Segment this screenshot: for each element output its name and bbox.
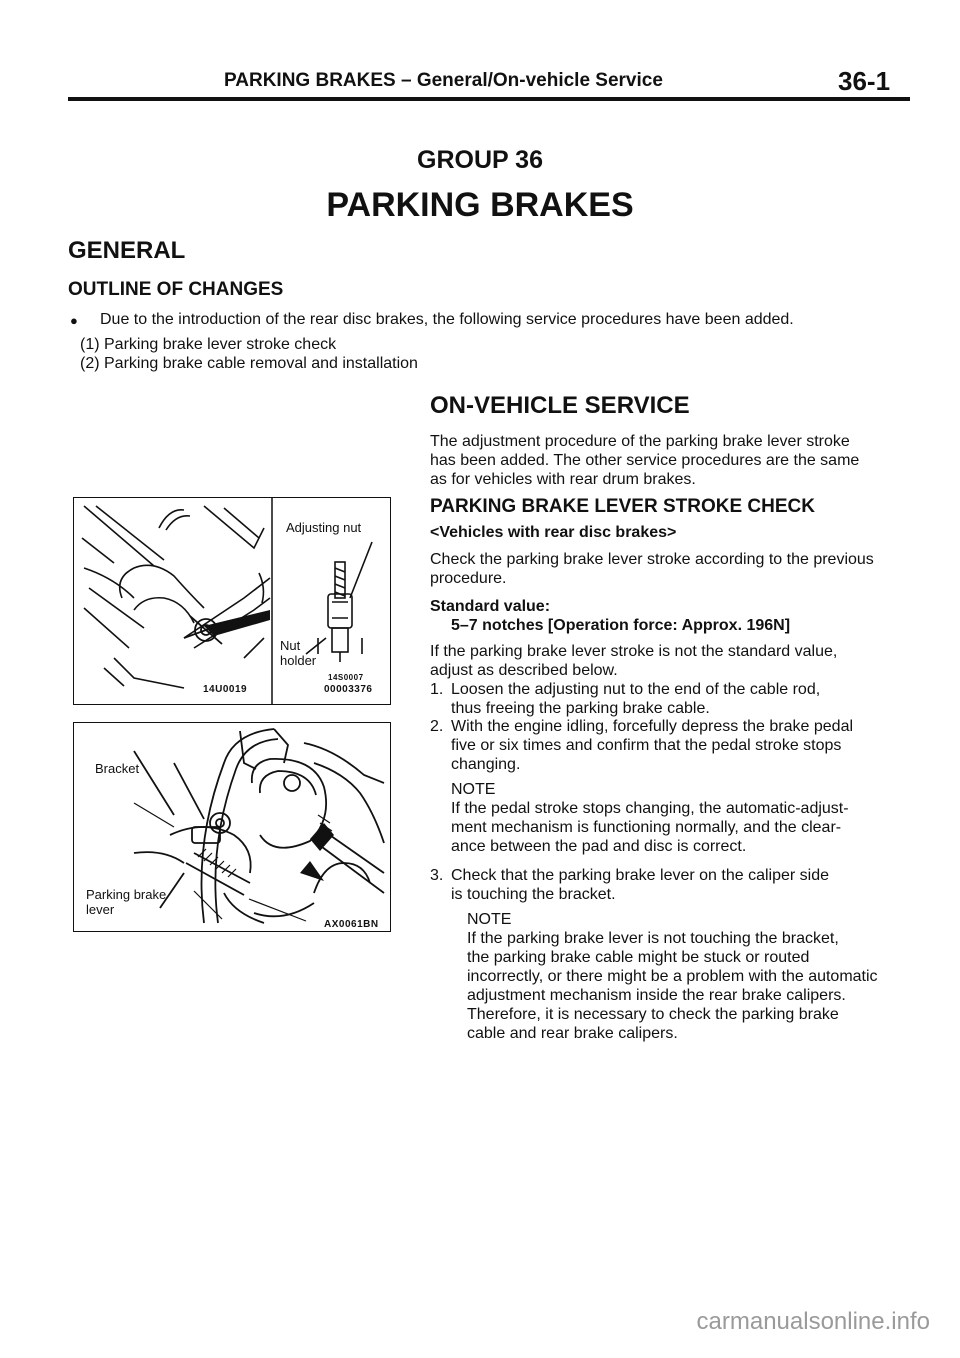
check-line-1: Check the parking brake lever stroke according to the previous <box>430 551 874 568</box>
step-2-text <box>451 717 910 774</box>
if-paragraph <box>430 642 910 680</box>
note-2-line-1: If the parking brake lever is not touching the bracket, <box>467 930 839 947</box>
step-1-line-1: Loosen the adjusting nut to the end of the cable rod, <box>451 681 821 698</box>
intro-line-1: The adjustment procedure of the parking brake lever stroke <box>430 433 850 450</box>
label-adjusting-nut: Adjusting nut <box>286 520 362 535</box>
step-3-line-2: is touching the bracket. <box>451 886 616 903</box>
check-paragraph <box>430 550 910 588</box>
note-1-label: NOTE <box>451 781 496 798</box>
step-3-text <box>451 866 910 904</box>
watermark: carmanualsonline.info <box>696 1308 930 1335</box>
note-1-line-2: ment mechanism is functioning normally, and the clear- <box>451 819 842 836</box>
figure-code-right-2: 00003376 <box>324 684 373 695</box>
label-parking-brake-lever-1: Parking brake <box>86 887 167 902</box>
intro-line-2: has been added. The other service procedures are the same <box>430 452 860 469</box>
running-header-title: PARKING BRAKES – General/On-vehicle Service <box>224 70 663 91</box>
step-2-line-3: changing. <box>451 756 521 773</box>
step-2-line-1: With the engine idling, forcefully depress the brake pedal <box>451 718 854 735</box>
step-1-text <box>451 680 910 718</box>
group-number: GROUP 36 <box>417 146 543 174</box>
label-nut-holder-1: Nut <box>280 638 301 653</box>
note-2-line-4: adjustment mechanism inside the rear brake calipers. <box>467 987 846 1004</box>
if-line-2: adjust as described below. <box>430 662 618 679</box>
step-3-number: 3. <box>430 867 444 884</box>
outline-heading: OUTLINE OF CHANGES <box>68 279 284 300</box>
standard-value: 5–7 notches [Operation force: Approx. 196N] <box>451 617 791 634</box>
stroke-check-heading: PARKING BRAKE LEVER STROKE CHECK <box>430 496 815 517</box>
figure-code-left: 14U0019 <box>203 684 248 695</box>
label-parking-brake-lever-2: lever <box>86 902 115 917</box>
label-bracket: Bracket <box>95 761 140 776</box>
vehicle-note: <Vehicles with rear disc brakes> <box>430 524 677 541</box>
note-1-line-3: ance between the pad and disc is correct. <box>451 838 747 855</box>
check-line-2: procedure. <box>430 570 507 587</box>
step-1-line-2: thus freeing the parking brake cable. <box>451 700 710 717</box>
note-1-line-1: If the pedal stroke stops changing, the automatic-adjust- <box>451 800 849 817</box>
intro-line-3: as for vehicles with rear drum brakes. <box>430 471 696 488</box>
outline-item-1: (1) Parking brake lever stroke check <box>80 336 337 353</box>
if-line-1: If the parking brake lever stroke is not the standard value, <box>430 643 838 660</box>
figure-code: AX0061BN <box>324 919 379 930</box>
note-2-line-6: cable and rear brake calipers. <box>467 1025 678 1042</box>
standard-value-label: Standard value: <box>430 598 551 615</box>
header-rule <box>68 97 910 101</box>
note-2-line-2: the parking brake cable might be stuck or routed <box>467 949 810 966</box>
service-heading: ON-VEHICLE SERVICE <box>430 392 690 419</box>
bullet-icon: ● <box>70 313 78 328</box>
step-3-line-1: Check that the parking brake lever on the caliper side <box>451 867 829 884</box>
figure-parking-brake-lever <box>73 722 391 932</box>
label-nut-holder-2: holder <box>280 653 317 668</box>
note-2-line-5: Therefore, it is necessary to check the parking brake <box>467 1006 839 1023</box>
step-2-number: 2. <box>430 718 444 735</box>
outline-item-2: (2) Parking brake cable removal and installation <box>80 355 418 372</box>
group-title: PARKING BRAKES <box>326 186 634 224</box>
note-2-text <box>467 929 910 1043</box>
service-intro <box>430 432 910 489</box>
step-2-line-2: five or six times and confirm that the pedal stroke stops <box>451 737 842 754</box>
note-1-text <box>451 799 910 856</box>
note-2-label: NOTE <box>467 911 512 928</box>
page-number: 36-1 <box>838 66 891 96</box>
general-heading: GENERAL <box>68 237 186 264</box>
note-2-line-3: incorrectly, or there might be a problem with the automatic <box>467 968 878 985</box>
outline-bullet-text: Due to the introduction of the rear disc brakes, the following service procedures have been added. <box>100 311 794 328</box>
step-1-number: 1. <box>430 681 444 698</box>
figure-adjusting-nut <box>73 497 391 705</box>
figure-code-right-1: 14S0007 <box>328 673 364 682</box>
